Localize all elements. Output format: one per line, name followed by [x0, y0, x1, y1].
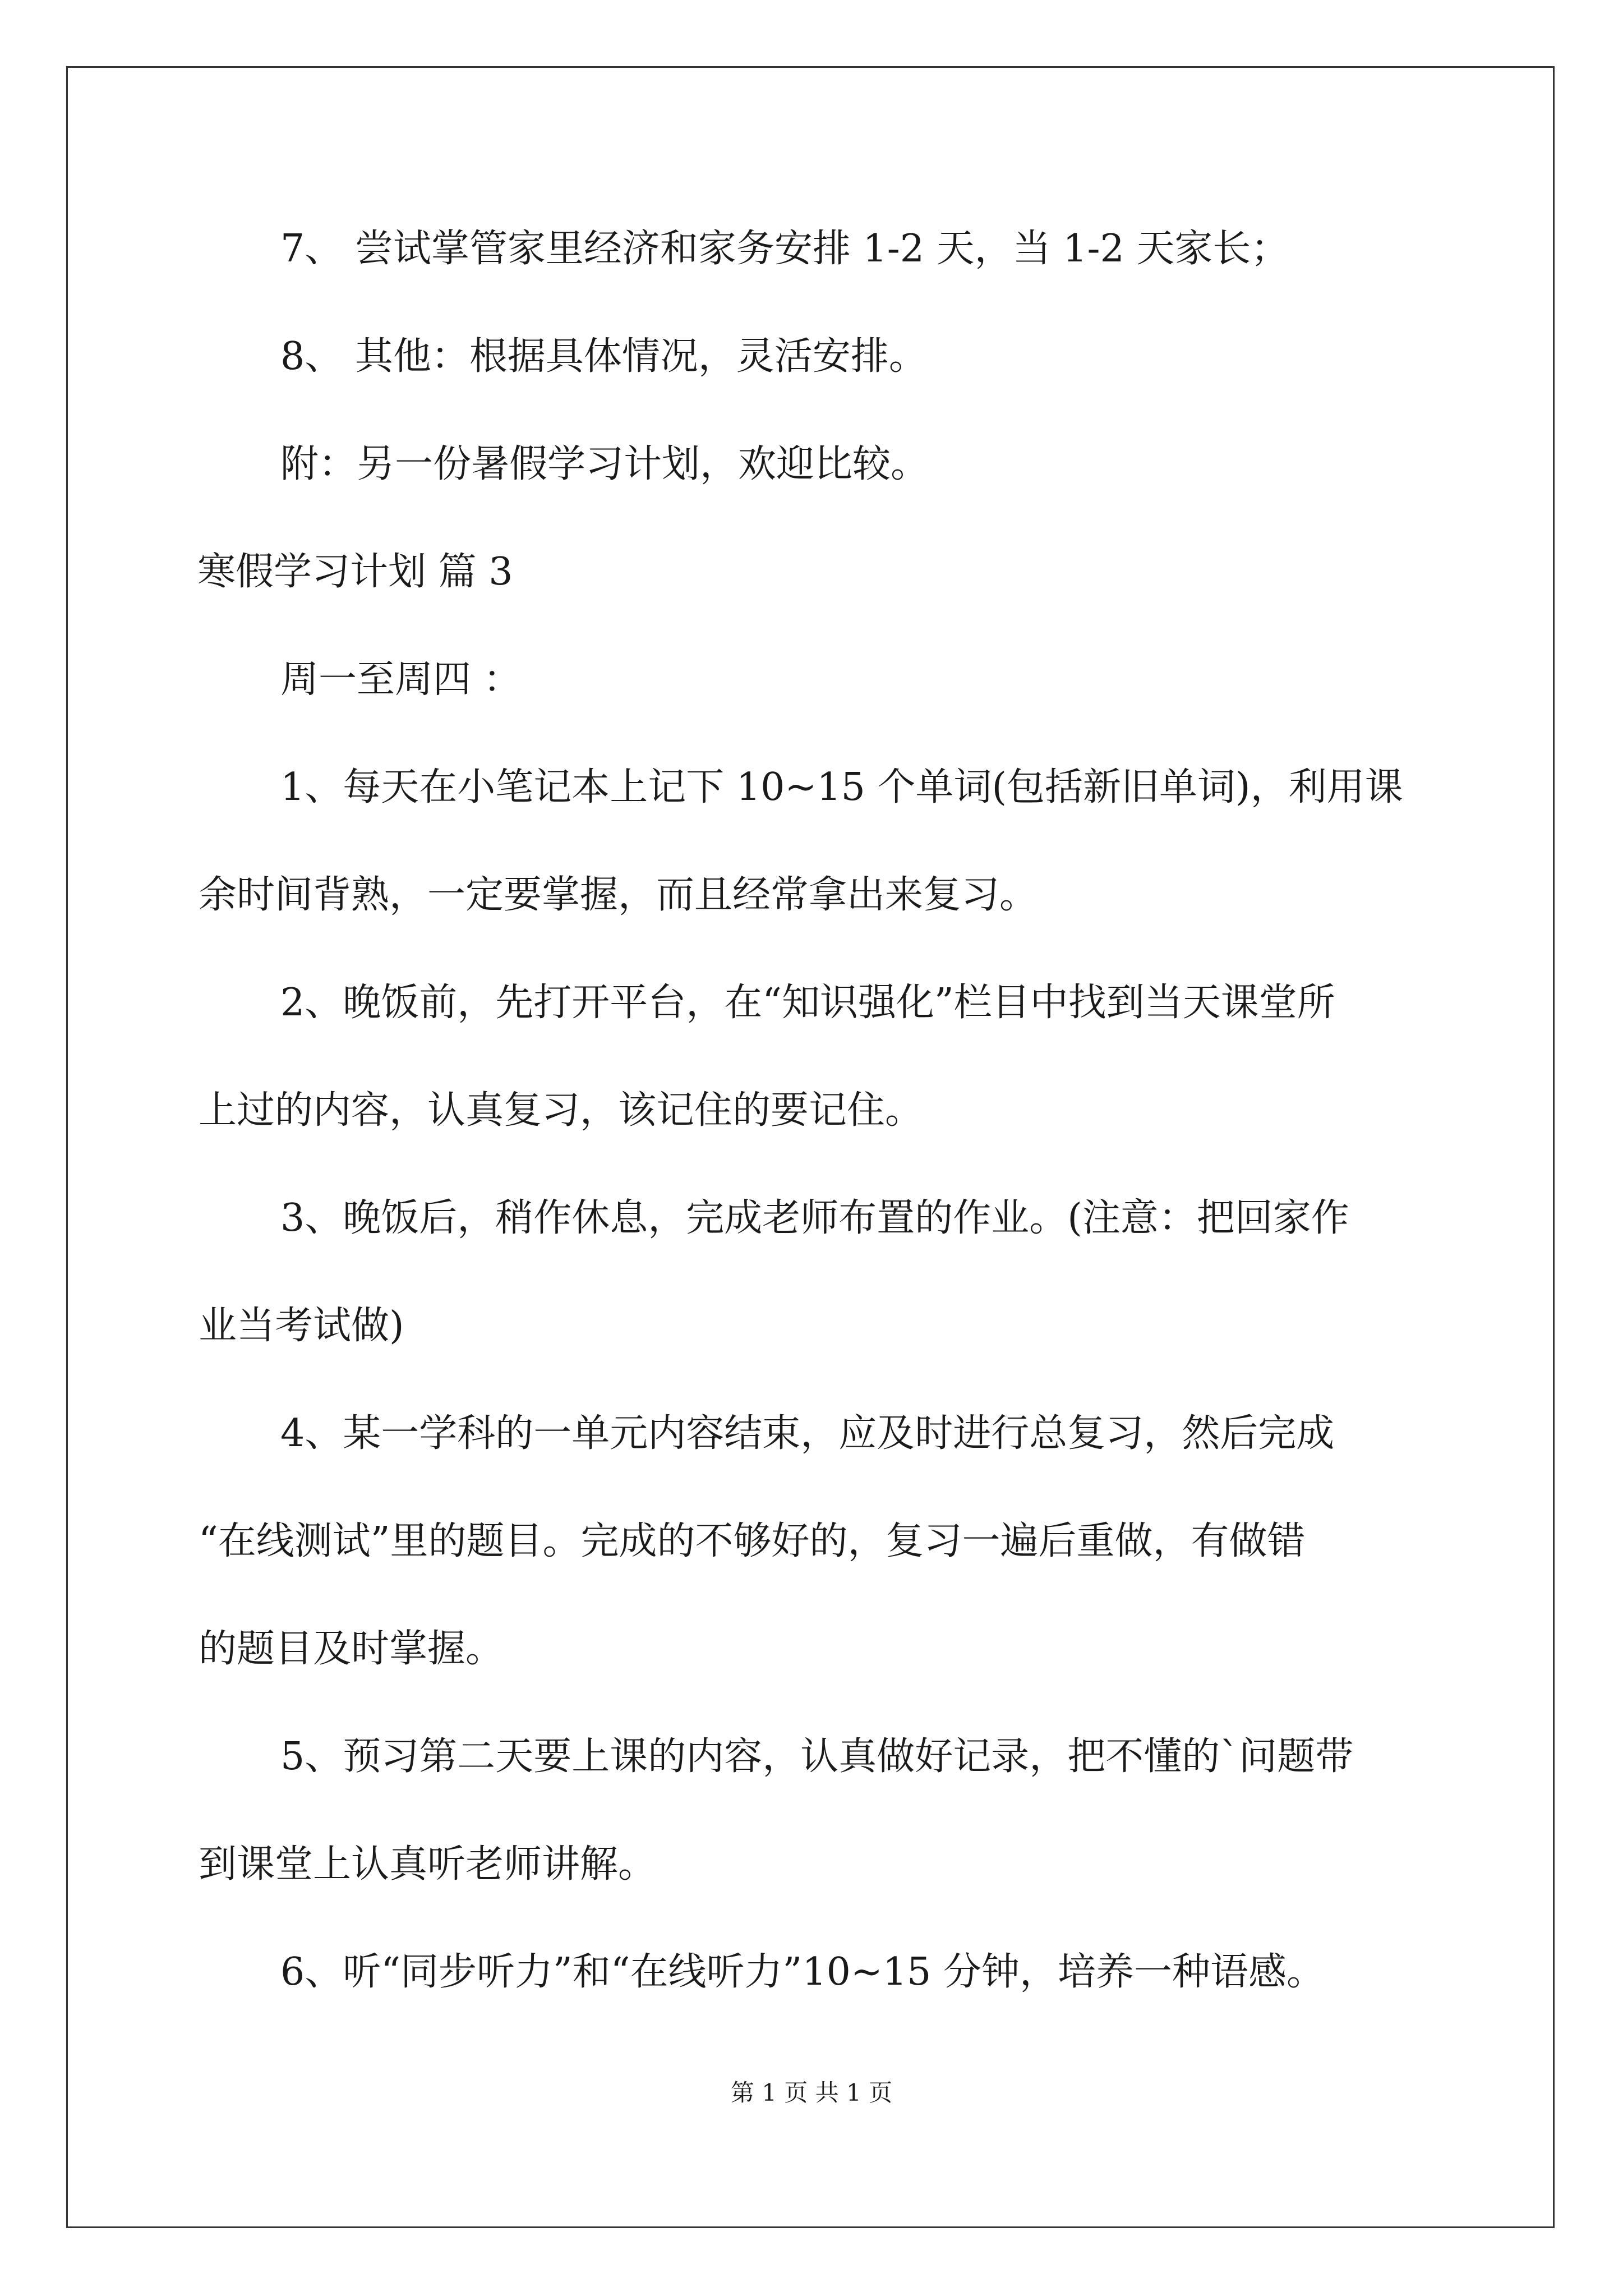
page-footer: 第 1 页 共 1 页: [730, 2079, 893, 2106]
paragraph-5-line-1: 5、预习第二天要上课的内容，认真做好记录，把不懂的`问题带: [280, 1734, 1354, 1779]
appendix-note: 附：另一份暑假学习计划，欢迎比较。: [280, 442, 929, 486]
schedule-heading: 周一至周四 ：: [280, 657, 522, 702]
paragraph-3-line-2: 业当考试做): [199, 1304, 404, 1348]
section-heading: 寒假学习计划 篇 3: [197, 550, 513, 594]
paragraph-2-line-2: 上过的内容，认真复习，该记住的要记住。: [199, 1088, 924, 1133]
list-item-8: 8、 其他：根据具体情况，灵活安排。: [280, 334, 927, 379]
paragraph-4-line-2: “在线测试”里的题目。完成的不够好的，复习一遍后重做，有做错: [199, 1519, 1306, 1563]
paragraph-4-line-3: 的题目及时掌握。: [199, 1627, 504, 1671]
page-border: [66, 66, 1555, 2228]
paragraph-1-line-2: 余时间背熟，一定要掌握，而且经常拿出来复习。: [199, 873, 1038, 917]
list-item-7: 7、 尝试掌管家里经济和家务安排 1-2 天，当 1-2 天家长；: [280, 227, 1289, 271]
paragraph-5-line-2: 到课堂上认真听老师讲解。: [199, 1842, 657, 1887]
paragraph-4-line-1: 4、某一学科的一单元内容结束，应及时进行总复习，然后完成: [280, 1411, 1335, 1456]
paragraph-1-line-1: 1、每天在小笔记本上记下 10~15 个单词(包括新旧单词)，利用课: [280, 765, 1403, 809]
paragraph-3-line-1: 3、晚饭后，稍作休息，完成老师布置的作业。(注意：把回家作: [280, 1196, 1349, 1240]
paragraph-2-line-1: 2、晚饭前，先打开平台，在“知识强化”栏目中找到当天课堂所: [280, 981, 1335, 1025]
paragraph-6-line-1: 6、听“同步听力”和“在线听力”10~15 分钟，培养一种语感。: [280, 1950, 1325, 1994]
